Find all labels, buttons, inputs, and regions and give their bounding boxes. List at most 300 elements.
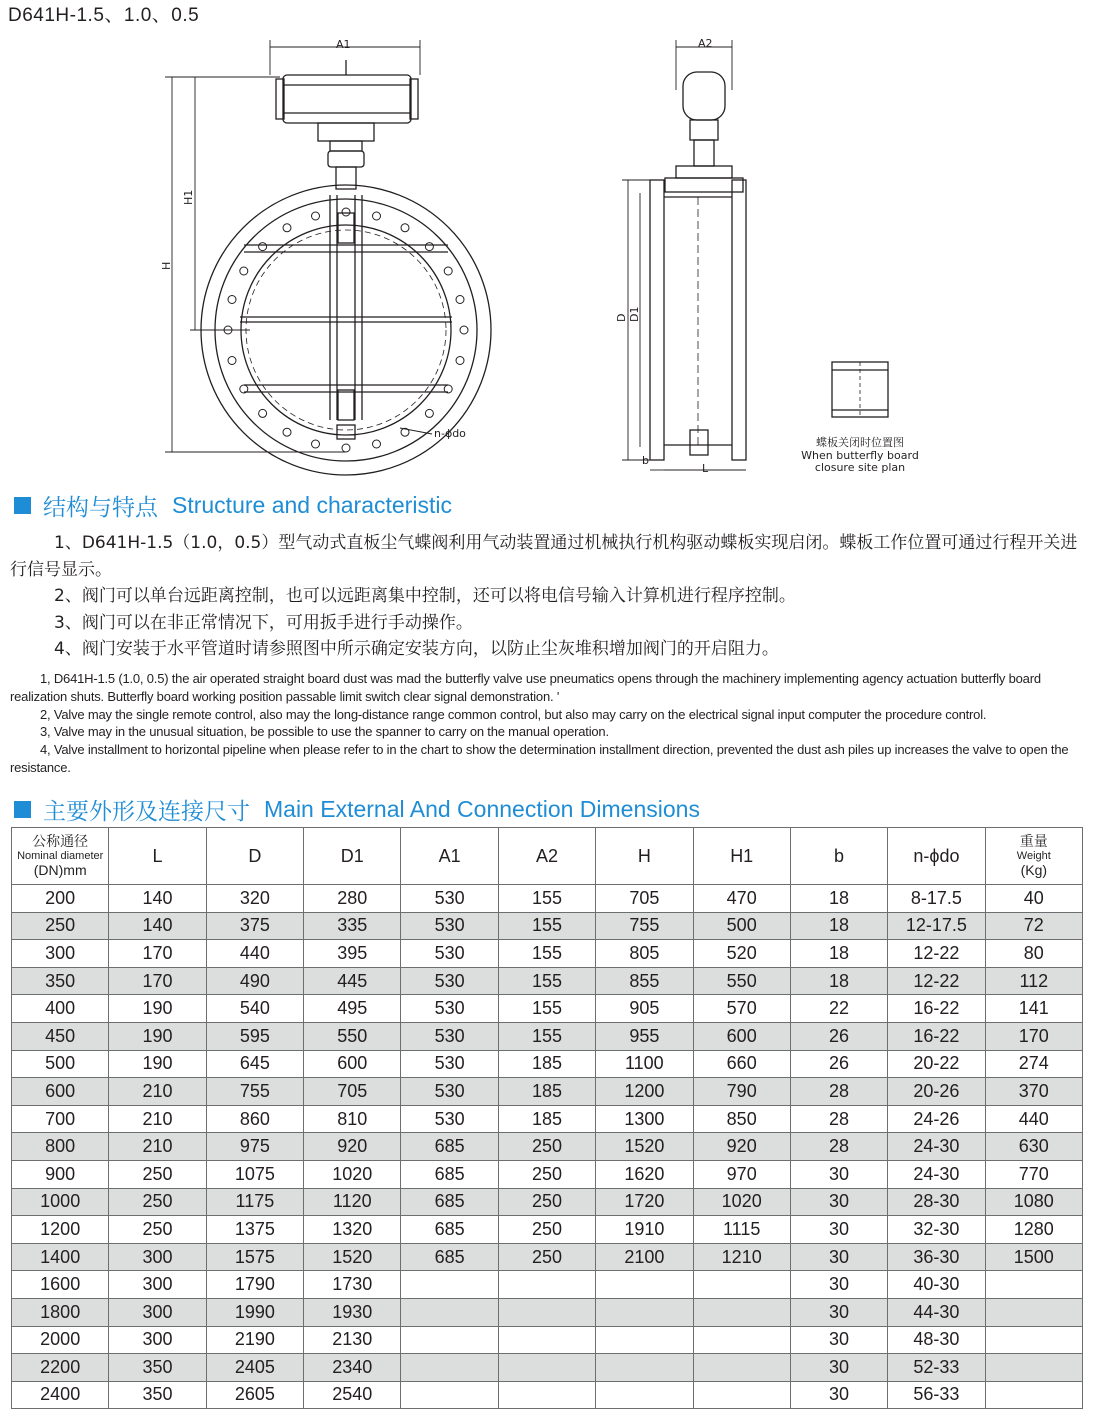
table-cell: 395 (304, 940, 401, 968)
table-cell: 1990 (206, 1298, 303, 1326)
table-cell: 350 (109, 1381, 206, 1409)
table-cell: 500 (693, 912, 790, 940)
table-cell (401, 1381, 498, 1409)
table-cell: 685 (401, 1216, 498, 1244)
table-cell: 30 (790, 1216, 887, 1244)
table-row (12, 1160, 1083, 1188)
table-cell: 140 (109, 885, 206, 913)
table-cell: 250 (109, 1188, 206, 1216)
table-row (12, 1022, 1083, 1050)
table-cell: 18 (790, 885, 887, 913)
table-cell: 600 (693, 1022, 790, 1050)
table-cell: 530 (401, 967, 498, 995)
table-cell: 1300 (596, 1105, 693, 1133)
table-cell: 1620 (596, 1160, 693, 1188)
table-cell: 530 (401, 912, 498, 940)
table-cell: 155 (498, 1022, 595, 1050)
table-cell: 2190 (206, 1326, 303, 1354)
table-cell: 30 (790, 1381, 887, 1409)
table-cell: 250 (498, 1160, 595, 1188)
table-cell: 30 (790, 1326, 887, 1354)
bolt-hole-label: n-ϕdo (434, 427, 466, 440)
table-cell: 440 (206, 940, 303, 968)
bolt-hole (425, 243, 433, 251)
bolt-hole (259, 243, 267, 251)
dim-h1-label: H1 (182, 189, 195, 205)
header-a2: A2 (498, 828, 595, 885)
table-cell: 16-22 (888, 1022, 985, 1050)
table-cell: 250 (109, 1160, 206, 1188)
dim-d-label: D (615, 313, 628, 322)
table-cell: 190 (109, 1022, 206, 1050)
table-cell (693, 1326, 790, 1354)
table-cell: 400 (12, 995, 109, 1023)
header-bolts: n-ϕdo (888, 828, 985, 885)
header-h: H (596, 828, 693, 885)
table-cell: 1000 (12, 1188, 109, 1216)
table-cell (693, 1354, 790, 1382)
table-cell: 470 (693, 885, 790, 913)
dim-d1-label: D1 (628, 306, 641, 322)
table-cell: 28 (790, 1133, 887, 1161)
table-row (12, 885, 1083, 913)
table-cell: 185 (498, 1078, 595, 1106)
table-cell: 28 (790, 1105, 887, 1133)
table-cell (401, 1271, 498, 1299)
bolt-hole (373, 212, 381, 220)
bolt-hole (342, 444, 350, 452)
table-cell: 48-30 (888, 1326, 985, 1354)
table-cell: 1200 (596, 1078, 693, 1106)
table-cell: 1500 (985, 1243, 1082, 1271)
table-cell: 645 (206, 1050, 303, 1078)
bolt-hole (456, 357, 464, 365)
table-cell: 22 (790, 995, 887, 1023)
table-cell: 350 (109, 1354, 206, 1382)
table-cell: 300 (109, 1243, 206, 1271)
table-cell: 1280 (985, 1216, 1082, 1244)
table-cell: 685 (401, 1160, 498, 1188)
table-cell: 30 (790, 1354, 887, 1382)
table-cell: 24-26 (888, 1105, 985, 1133)
header-dn-cn: 公称通径 (32, 834, 89, 850)
table-cell: 350 (12, 967, 109, 995)
table-cell: 1210 (693, 1243, 790, 1271)
table-cell: 190 (109, 1050, 206, 1078)
table-cell: 24-30 (888, 1160, 985, 1188)
table-cell: 190 (109, 995, 206, 1023)
table-row (12, 1216, 1083, 1244)
bolt-hole (342, 208, 350, 216)
table-cell: 440 (985, 1105, 1082, 1133)
table-cell: 630 (985, 1133, 1082, 1161)
cn-point: 1、D641H-1.5（1.0，0.5）型气动式直板尘气蝶阀利用气动装置通过机械执行机构驱动蝶板实现启闭。蝶板工作位置可通过行程开关进行信号显示。 (10, 533, 1078, 580)
en-point: 2, Valve may the single remote control, also may the long-distance range common control, but also may carry on the electrical signal input computer the procedure control. (40, 706, 987, 722)
table-cell: 1730 (304, 1271, 401, 1299)
table-cell: 170 (985, 1022, 1082, 1050)
table-cell: 1080 (985, 1188, 1082, 1216)
table-cell: 250 (498, 1243, 595, 1271)
table-cell: 1575 (206, 1243, 303, 1271)
table-cell: 1520 (304, 1243, 401, 1271)
table-cell: 200 (12, 885, 109, 913)
table-cell: 1020 (693, 1188, 790, 1216)
table-cell: 375 (206, 912, 303, 940)
table-cell: 250 (498, 1188, 595, 1216)
table-cell: 28 (790, 1078, 887, 1106)
table-cell: 140 (109, 912, 206, 940)
table-cell: 185 (498, 1050, 595, 1078)
table-cell (693, 1298, 790, 1326)
table-cell (498, 1381, 595, 1409)
table-row (12, 995, 1083, 1023)
table-cell: 1800 (12, 1298, 109, 1326)
table-cell: 1020 (304, 1160, 401, 1188)
bolt-hole (228, 296, 236, 304)
header-b: b (790, 828, 887, 885)
table-cell: 16-22 (888, 995, 985, 1023)
bolt-hole (283, 224, 291, 232)
table-row (12, 1050, 1083, 1078)
chinese-feature-list (10, 530, 1090, 663)
bolt-hole (312, 212, 320, 220)
table-cell: 970 (693, 1160, 790, 1188)
table-cell: 1600 (12, 1271, 109, 1299)
table-cell: 530 (401, 885, 498, 913)
table-cell: 2340 (304, 1354, 401, 1382)
table-cell: 1930 (304, 1298, 401, 1326)
bolt-hole (460, 326, 468, 334)
bolt-hole (373, 440, 381, 448)
table-cell: 320 (206, 885, 303, 913)
header-d1: D1 (304, 828, 401, 885)
table-cell: 1790 (206, 1271, 303, 1299)
model-title: D641H-1.5、1.0、0.5 (8, 5, 200, 26)
table-cell: 1910 (596, 1216, 693, 1244)
table-cell: 30 (790, 1243, 887, 1271)
table-cell: 2000 (12, 1326, 109, 1354)
section-title-en: Structure and characteristic (172, 491, 452, 518)
closure-caption-en-1: When butterfly board (801, 449, 919, 462)
table-cell: 30 (790, 1188, 887, 1216)
header-a1: A1 (401, 828, 498, 885)
table-row (12, 1243, 1083, 1271)
table-cell: 20-22 (888, 1050, 985, 1078)
table-cell: 1375 (206, 1216, 303, 1244)
table-cell (498, 1326, 595, 1354)
table-cell: 685 (401, 1133, 498, 1161)
table-cell (985, 1326, 1082, 1354)
table-cell: 40-30 (888, 1271, 985, 1299)
table-cell: 530 (401, 1105, 498, 1133)
header-weight-en: Weight (1016, 850, 1051, 862)
table-cell: 56-33 (888, 1381, 985, 1409)
table-cell: 685 (401, 1243, 498, 1271)
table-cell: 300 (109, 1326, 206, 1354)
dim-a2-label: A2 (698, 37, 713, 50)
table-cell: 600 (12, 1078, 109, 1106)
english-feature-list (10, 670, 1095, 777)
table-cell: 550 (304, 1022, 401, 1050)
table-cell: 274 (985, 1050, 1082, 1078)
table-cell (401, 1298, 498, 1326)
table-cell: 52-33 (888, 1354, 985, 1382)
table-body (12, 885, 1083, 1409)
table-cell: 32-30 (888, 1216, 985, 1244)
table-cell: 300 (109, 1271, 206, 1299)
bolt-hole (228, 357, 236, 365)
section-title-en: Main External And Connection Dimensions (264, 795, 700, 822)
table-row (12, 1271, 1083, 1299)
table-cell: 12-17.5 (888, 912, 985, 940)
table-cell: 2130 (304, 1326, 401, 1354)
table-cell: 40 (985, 885, 1082, 913)
table-cell: 790 (693, 1078, 790, 1106)
table-header-row (12, 828, 1083, 885)
table-cell: 155 (498, 912, 595, 940)
table-cell: 280 (304, 885, 401, 913)
table-cell: 520 (693, 940, 790, 968)
table-cell: 170 (109, 940, 206, 968)
table-cell: 2400 (12, 1381, 109, 1409)
table-cell: 450 (12, 1022, 109, 1050)
table-cell: 155 (498, 940, 595, 968)
table-cell: 72 (985, 912, 1082, 940)
bolt-hole (444, 267, 452, 275)
table-cell: 370 (985, 1078, 1082, 1106)
table-cell: 18 (790, 967, 887, 995)
section-dimensions-heading (14, 794, 700, 824)
closure-caption-en-2: closure site plan (814, 461, 906, 474)
table-row (12, 1133, 1083, 1161)
table-cell (596, 1298, 693, 1326)
table-cell: 500 (12, 1050, 109, 1078)
table-cell: 700 (12, 1105, 109, 1133)
table-cell: 920 (304, 1133, 401, 1161)
table-cell: 300 (109, 1298, 206, 1326)
table-cell: 1320 (304, 1216, 401, 1244)
dim-l-label: L (702, 462, 709, 475)
table-cell: 755 (596, 912, 693, 940)
table-cell: 30 (790, 1271, 887, 1299)
table-cell (596, 1354, 693, 1382)
table-cell: 1075 (206, 1160, 303, 1188)
table-cell: 141 (985, 995, 1082, 1023)
table-cell: 250 (498, 1216, 595, 1244)
table-cell (498, 1354, 595, 1382)
en-point: 4, Valve installment to horizontal pipeline when please refer to in the chart to show the determination installment direction, prevented the dust ash piles up increases the valve to open the resistance. (10, 742, 1069, 775)
table-cell (498, 1271, 595, 1299)
table-cell: 210 (109, 1105, 206, 1133)
table-cell (985, 1298, 1082, 1326)
section-bullet-icon (14, 801, 31, 818)
dim-b-label: b (642, 454, 649, 467)
table-cell: 2100 (596, 1243, 693, 1271)
section-title-cn: 结构与特点 (43, 494, 158, 521)
table-cell: 12-22 (888, 940, 985, 968)
table-cell: 300 (12, 940, 109, 968)
header-weight-unit: (Kg) (1020, 862, 1048, 878)
table-cell: 530 (401, 940, 498, 968)
table-cell: 800 (12, 1133, 109, 1161)
table-cell: 445 (304, 967, 401, 995)
table-cell: 530 (401, 1022, 498, 1050)
table-cell (596, 1381, 693, 1409)
table-cell: 250 (498, 1133, 595, 1161)
header-dn-en: Nominal diameter (17, 850, 104, 862)
table-row (12, 967, 1083, 995)
table-cell: 20-26 (888, 1078, 985, 1106)
section-title-cn: 主要外形及连接尺寸 (43, 798, 250, 825)
table-cell: 955 (596, 1022, 693, 1050)
table-cell: 850 (693, 1105, 790, 1133)
table-cell: 860 (206, 1105, 303, 1133)
table-row (12, 1298, 1083, 1326)
section-bullet-icon (14, 497, 31, 514)
valve-technical-drawing (0, 30, 1100, 485)
table-cell: 920 (693, 1133, 790, 1161)
table-row (12, 1105, 1083, 1133)
table-cell: 210 (109, 1078, 206, 1106)
table-cell: 975 (206, 1133, 303, 1161)
table-cell: 600 (304, 1050, 401, 1078)
table-cell: 490 (206, 967, 303, 995)
table-cell: 30 (790, 1298, 887, 1326)
table-cell: 550 (693, 967, 790, 995)
table-cell: 705 (596, 885, 693, 913)
table-cell: 595 (206, 1022, 303, 1050)
table-cell: 900 (12, 1160, 109, 1188)
table-cell: 28-30 (888, 1188, 985, 1216)
table-cell: 44-30 (888, 1298, 985, 1326)
table-cell: 660 (693, 1050, 790, 1078)
table-cell: 80 (985, 940, 1082, 968)
dimensions-table (11, 827, 1083, 1409)
table-cell: 1720 (596, 1188, 693, 1216)
table-cell: 170 (109, 967, 206, 995)
table-cell: 770 (985, 1160, 1082, 1188)
cn-point: 2、阀门可以单台远距离控制，也可以远距离集中控制，还可以将电信号输入计算机进行程序控制。 (54, 586, 796, 606)
header-l: L (109, 828, 206, 885)
table-cell (401, 1326, 498, 1354)
table-cell: 530 (401, 1050, 498, 1078)
table-row (12, 912, 1083, 940)
table-cell: 26 (790, 1022, 887, 1050)
table-cell: 24-30 (888, 1133, 985, 1161)
table-cell (985, 1354, 1082, 1382)
table-cell: 30 (790, 1160, 887, 1188)
table-row (12, 1381, 1083, 1409)
table-cell: 540 (206, 995, 303, 1023)
header-d: D (206, 828, 303, 885)
table-cell: 12-22 (888, 967, 985, 995)
table-cell: 1200 (12, 1216, 109, 1244)
table-cell (498, 1298, 595, 1326)
dim-h-label: H (160, 261, 173, 270)
section-structure-heading (14, 490, 452, 520)
table-cell: 155 (498, 967, 595, 995)
table-cell: 1115 (693, 1216, 790, 1244)
table-cell: 905 (596, 995, 693, 1023)
table-cell: 1175 (206, 1188, 303, 1216)
header-weight (985, 828, 1082, 885)
cn-point: 4、阀门安装于水平管道时请参照图中所示确定安装方向，以防止尘灰堆积增加阀门的开启阻力。 (54, 639, 779, 659)
table-cell: 530 (401, 1078, 498, 1106)
table-cell: 210 (109, 1133, 206, 1161)
cn-point: 3、阀门可以在非正常情况下，可用扳手进行手动操作。 (54, 612, 473, 633)
dim-a1-label: A1 (336, 38, 351, 51)
table-cell: 8-17.5 (888, 885, 985, 913)
table-cell: 1100 (596, 1050, 693, 1078)
table-cell (596, 1271, 693, 1299)
table-cell: 36-30 (888, 1243, 985, 1271)
table-cell: 705 (304, 1078, 401, 1106)
bolt-hole (456, 296, 464, 304)
table-cell: 805 (596, 940, 693, 968)
table-cell: 755 (206, 1078, 303, 1106)
table-row (12, 1188, 1083, 1216)
table-cell (401, 1354, 498, 1382)
table-cell (985, 1271, 1082, 1299)
table-cell: 2540 (304, 1381, 401, 1409)
table-cell: 2605 (206, 1381, 303, 1409)
bolt-hole (425, 409, 433, 417)
table-cell: 112 (985, 967, 1082, 995)
table-cell: 2200 (12, 1354, 109, 1382)
bolt-hole (312, 440, 320, 448)
table-cell: 26 (790, 1050, 887, 1078)
table-cell: 155 (498, 995, 595, 1023)
table-cell: 250 (109, 1216, 206, 1244)
table-row (12, 940, 1083, 968)
header-nominal-diameter (12, 828, 109, 885)
table-cell: 685 (401, 1188, 498, 1216)
table-cell: 495 (304, 995, 401, 1023)
table-row (12, 1354, 1083, 1382)
table-cell: 2405 (206, 1354, 303, 1382)
header-dn-unit: (DN)mm (33, 862, 87, 878)
table-row (12, 1326, 1083, 1354)
table-cell: 18 (790, 912, 887, 940)
bolt-hole (259, 409, 267, 417)
bolt-hole (240, 267, 248, 275)
header-h1: H1 (693, 828, 790, 885)
table-cell: 570 (693, 995, 790, 1023)
bolt-hole (283, 428, 291, 436)
closure-caption-cn: 蝶板关闭时位置图 (816, 436, 904, 449)
table-cell (693, 1271, 790, 1299)
table-cell: 335 (304, 912, 401, 940)
table-cell: 1400 (12, 1243, 109, 1271)
table-row (12, 1078, 1083, 1106)
table-cell: 18 (790, 940, 887, 968)
table-cell: 155 (498, 885, 595, 913)
table-cell (693, 1381, 790, 1409)
table-cell: 810 (304, 1105, 401, 1133)
table-cell: 250 (12, 912, 109, 940)
table-cell (985, 1381, 1082, 1409)
header-weight-cn: 重量 (1019, 834, 1048, 850)
en-point: 1, D641H-1.5 (1.0, 0.5) the air operated straight board dust was mad the butterfly valve use pneumatics opens through the machinery implementing agency actuation butterfly board realization shuts. Butterfly board working position passable limit switch clear signal demonstration. ' (10, 671, 1041, 704)
table-cell: 530 (401, 995, 498, 1023)
table-cell: 1120 (304, 1188, 401, 1216)
table-cell: 855 (596, 967, 693, 995)
bolt-hole (401, 224, 409, 232)
table-cell: 1520 (596, 1133, 693, 1161)
table-cell (596, 1326, 693, 1354)
table-cell: 185 (498, 1105, 595, 1133)
en-point: 3, Valve may in the unusual situation, be possible to use the spanner to carry on the manual operation. (40, 724, 609, 740)
